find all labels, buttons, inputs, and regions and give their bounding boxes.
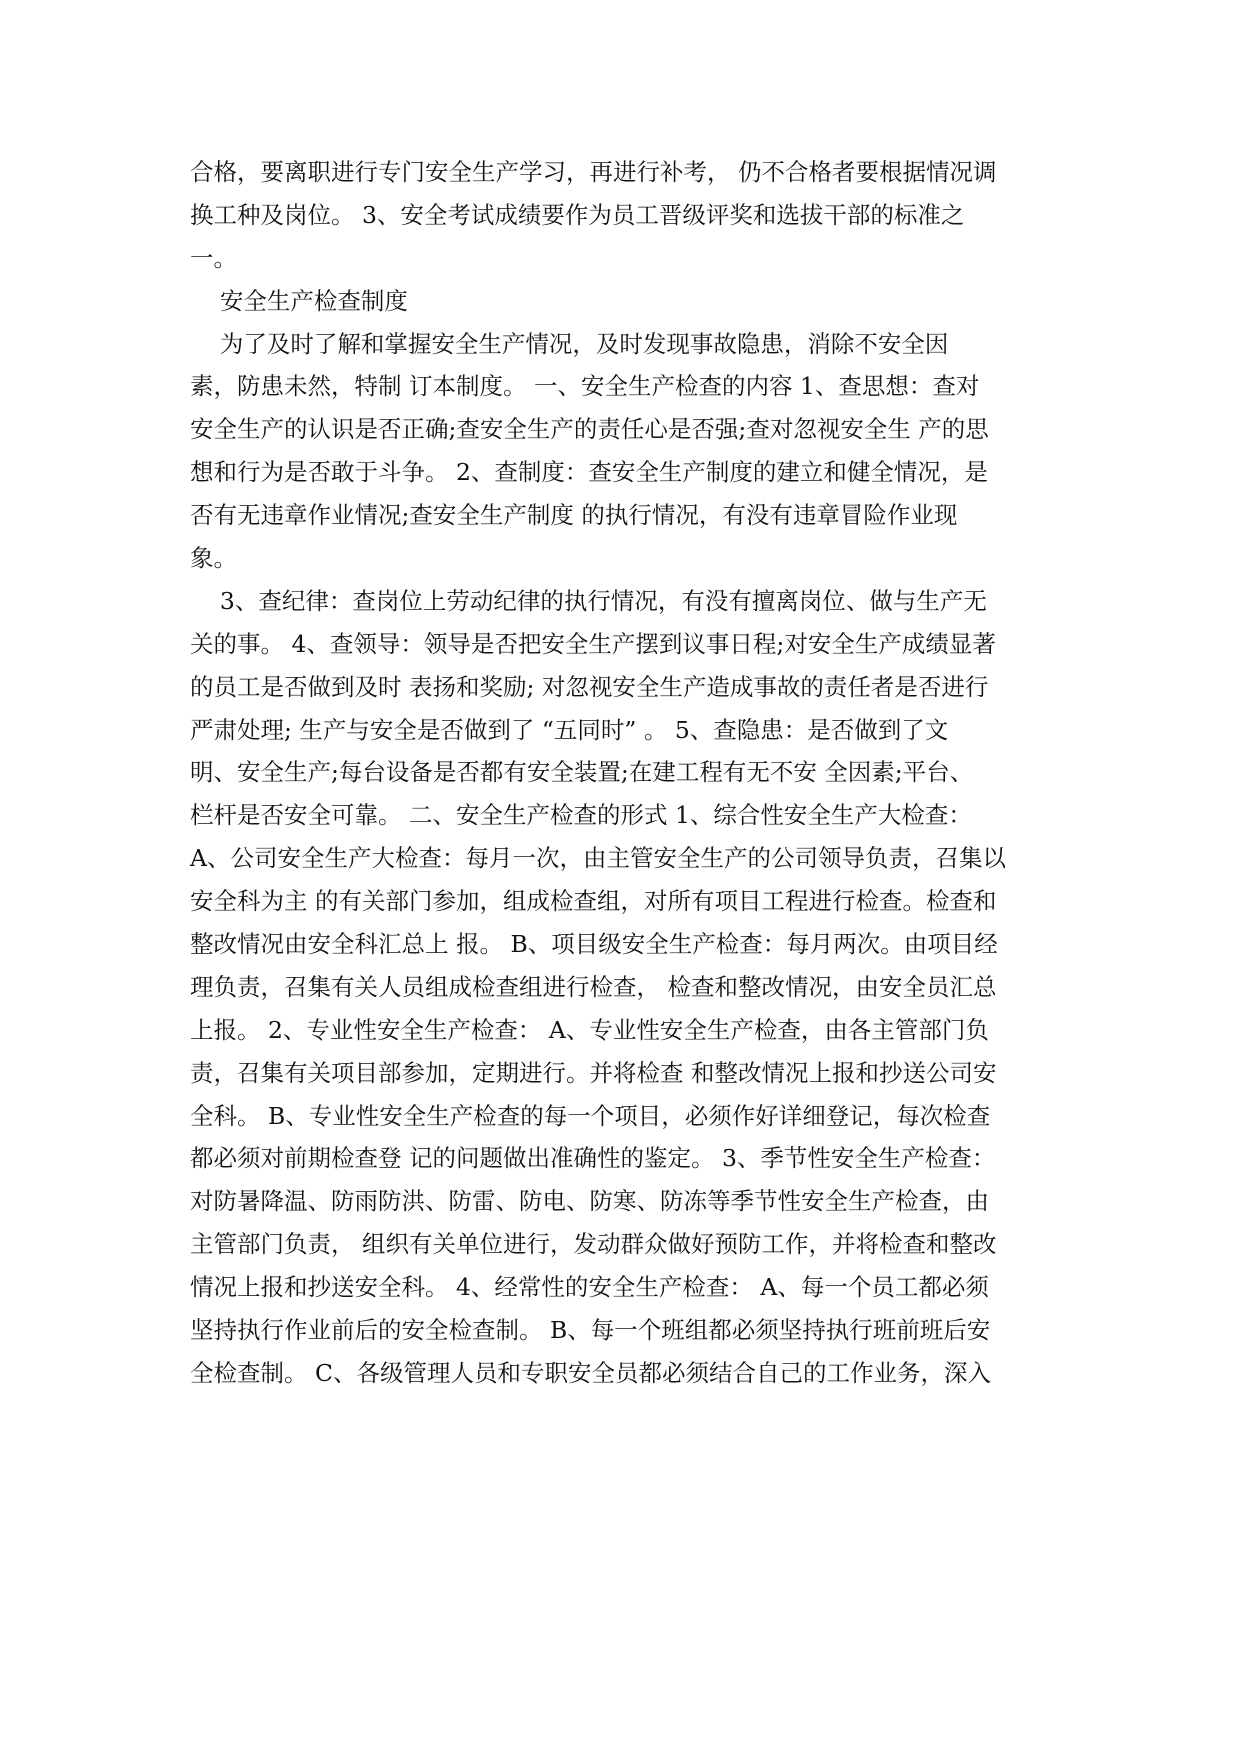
- text-line: 安全生产的认识是否正确;查安全生产的责任心是否强;查对忽视安全生 产的思: [190, 415, 989, 444]
- text-line: 3、查纪律：查岗位上劳动纪律的执行情况，有没有擅离岗位、做与生产无: [190, 586, 987, 615]
- text-line: 换工种及岗位。 3、安全考试成绩要作为员工晋级评奖和选拔干部的标准之: [190, 200, 965, 229]
- text-line: 否有无违章作业情况;查安全生产制度 的执行情况，有没有违章冒险作业现: [190, 501, 958, 530]
- text-line: 都必须对前期检查登 记的问题做出准确性的鉴定。 3、季节性安全生产检查：: [190, 1144, 996, 1173]
- text-line: 合格，要离职进行专门安全生产学习，再进行补考， 仍不合格者要根据情况调: [190, 158, 997, 186]
- text-line: 象。: [190, 544, 237, 573]
- text-line: 坚持执行作业前后的安全检查制。 B、每一个班组都必须坚持执行班前班后安: [190, 1316, 991, 1345]
- text-line: 明、安全生产;每台设备是否都有安全装置;在建工程有无不安 全因素;平台、: [190, 758, 974, 787]
- text-line: 的员工是否做到及时 表扬和奖励; 对忽视安全生产造成事故的责任者是否进行: [190, 672, 989, 701]
- text-line: 责，召集有关项目部参加，定期进行。并将检查 和整改情况上报和抄送公司安: [190, 1058, 997, 1087]
- text-line: 整改情况由安全科汇总上 报。 B、项目级安全生产检查：每月两次。由项目经: [190, 930, 998, 959]
- text-line: 全科。 B、专业性安全生产检查的每一个项目，必须作好详细登记，每次检查: [190, 1101, 991, 1130]
- text-line: 安全科为主 的有关部门参加，组成检查组，对所有项目工程进行检查。检查和: [190, 887, 997, 916]
- text-line: 对防暑降温、防雨防洪、防雷、防电、防寒、防冻等季节性安全生产检查，由: [190, 1187, 989, 1216]
- text-line: 主管部门负责， 组织有关单位进行，发动群众做好预防工作，并将检查和整改: [190, 1230, 997, 1259]
- text-line: 上报。 2、专业性安全生产检查： A、专业性安全生产检查，由各主管部门负: [190, 1015, 989, 1044]
- document-body: [190, 151, 1050, 1395]
- text-line: 素，防患未然，特制 订本制度。 一、安全生产检查的内容 1、查思想：查对: [190, 372, 980, 401]
- section-heading: 安全生产检查制度: [190, 286, 408, 315]
- text-line: 关的事。 4、查领导：领导是否把安全生产摆到议事日程;对安全生产成绩显著: [190, 629, 996, 658]
- text-line: 理负责，召集有关人员组成检查组进行检查， 检查和整改情况，由安全员汇总: [190, 972, 997, 1001]
- text-line: 栏杆是否安全可靠。 二、安全生产检查的形式 1、综合性安全生产大检查：: [190, 801, 972, 830]
- text-line: 想和行为是否敢于斗争。 2、查制度：查安全生产制度的建立和健全情况，是: [190, 458, 988, 487]
- text-line: 情况上报和抄送安全科。 4、经常性的安全生产检查： A、每一个员工都必须: [190, 1273, 989, 1302]
- text-line: 为了及时了解和掌握安全生产情况，及时发现事故隐患，消除不安全因: [190, 329, 949, 358]
- text-line: 严肃处理; 生产与安全是否做到了 “五同时” 。 5、查隐患：是否做到了文: [190, 715, 949, 744]
- text-line: A、公司安全生产大检查：每月一次，由主管安全生产的公司领导负责，召集以: [190, 844, 1006, 873]
- text-line: 一。: [190, 243, 237, 272]
- text-line: 全检查制。 C、各级管理人员和专职安全员都必须结合自己的工作业务，深入: [190, 1358, 991, 1387]
